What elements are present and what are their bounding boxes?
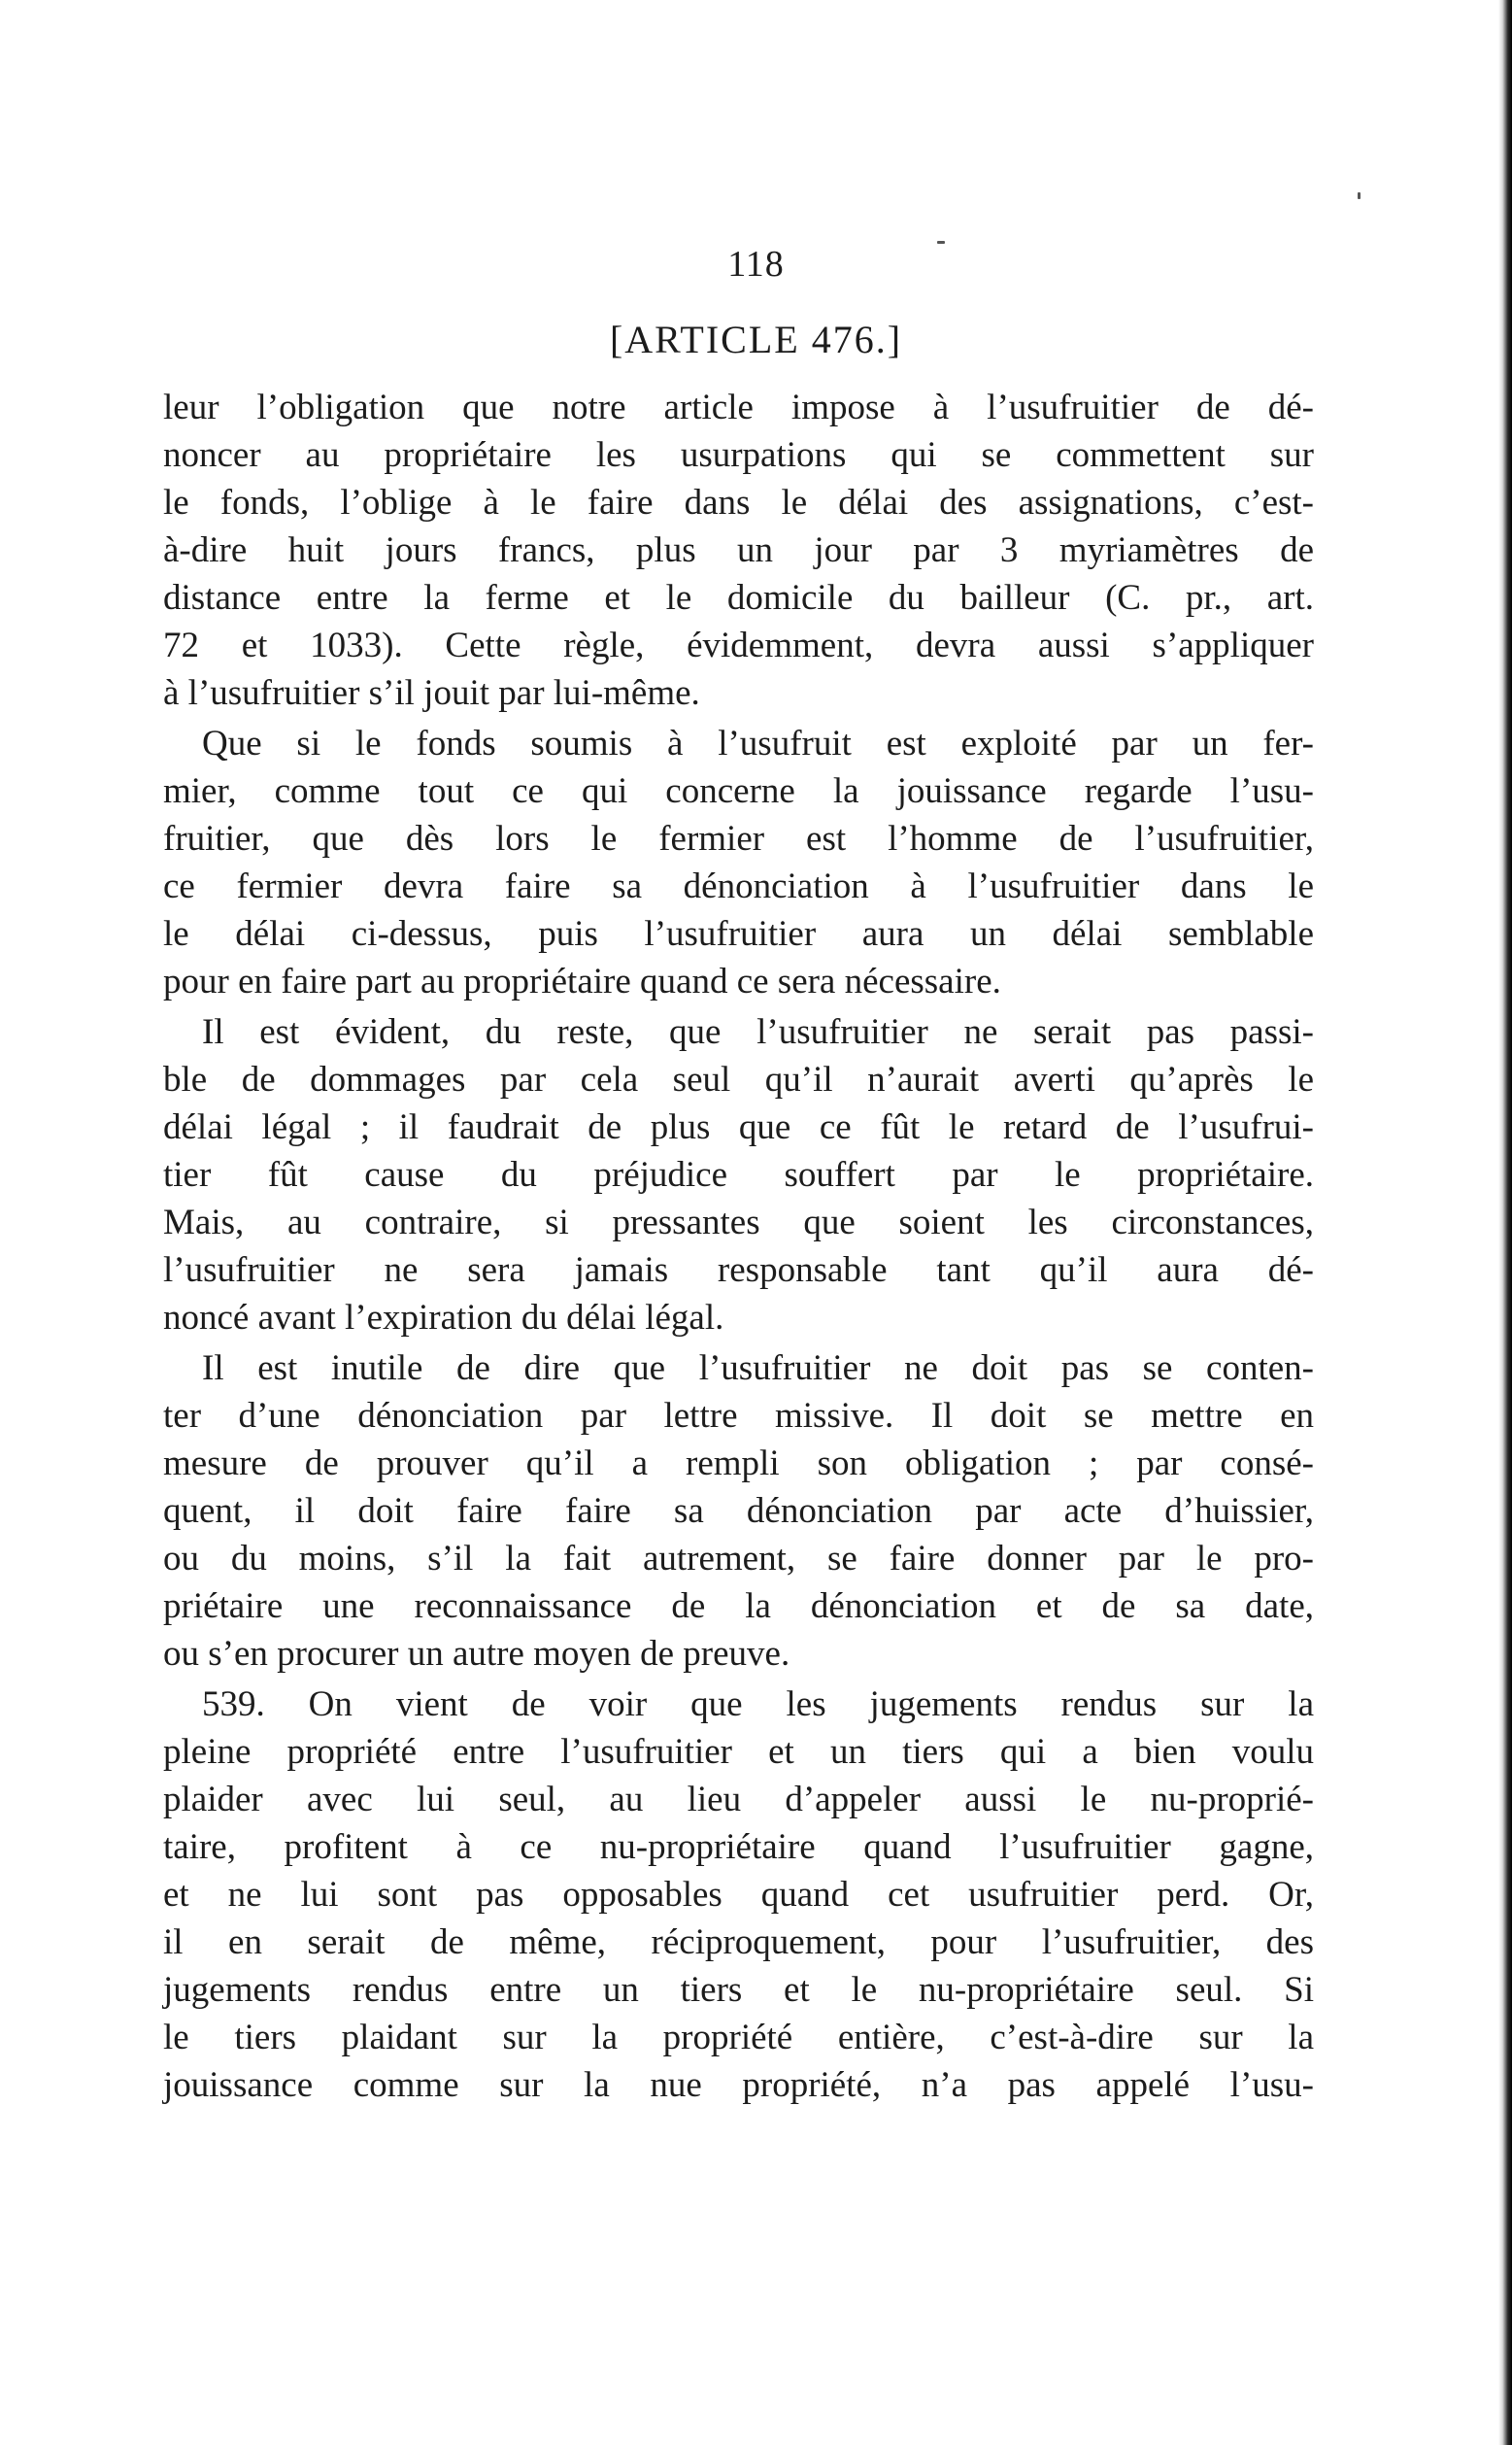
text-line: fruitier, que dès lors le fermier est l’homme de l’usufruitier, bbox=[163, 819, 1314, 859]
text-line: à l’usufruitier s’il jouit par lui-même. bbox=[163, 673, 700, 713]
text-line: quent, il doit faire faire sa dénonciation par acte d’huissier, bbox=[163, 1491, 1314, 1531]
text-line: ble de dommages par cela seul qu’il n’aurait averti qu’après le bbox=[163, 1060, 1314, 1100]
text-line: le délai ci-dessus, puis l’usufruitier aura un délai semblable bbox=[163, 914, 1314, 954]
paragraph-1 bbox=[163, 384, 1314, 717]
text-line: le fonds, l’oblige à le faire dans le délai des assignations, c’est- bbox=[163, 483, 1314, 523]
text-line: il en serait de même, réciproquement, pour l’usufruitier, des bbox=[163, 1922, 1314, 1962]
paragraph-3 bbox=[163, 1008, 1314, 1341]
text-line: tier fût cause du préjudice souffert par le propriétaire. bbox=[163, 1155, 1314, 1195]
text-line: 72 et 1033). Cette règle, évidemment, devra aussi s’appliquer bbox=[163, 626, 1314, 665]
text-line: et ne lui sont pas opposables quand cet usufruitier perd. Or, bbox=[163, 1875, 1314, 1915]
paragraph-4 bbox=[163, 1344, 1314, 1678]
text-line: ou s’en procurer un autre moyen de preuve. bbox=[163, 1634, 790, 1674]
text-line: à-dire huit jours francs, plus un jour par 3 myriamètres de bbox=[163, 530, 1314, 570]
text-line: pour en faire part au propriétaire quand ce sera nécessaire. bbox=[163, 962, 1001, 1002]
text-line: pleine propriété entre l’usufruitier et un tiers qui a bien voulu bbox=[163, 1732, 1314, 1772]
text-line: noncer au propriétaire les usurpations qui se commettent sur bbox=[163, 435, 1314, 475]
text-line: jugements rendus entre un tiers et le nu-propriétaire seul. Si bbox=[163, 1970, 1314, 2010]
text-line: taire, profitent à ce nu-propriétaire quand l’usufruitier gagne, bbox=[163, 1827, 1314, 1867]
text-line: mier, comme tout ce qui concerne la jouissance regarde l’usu- bbox=[163, 771, 1314, 811]
text-line: Il est évident, du reste, que l’usufruitier ne serait pas passi- bbox=[202, 1012, 1314, 1052]
paragraph-2 bbox=[163, 720, 1314, 1005]
text-line: ou du moins, s’il la fait autrement, se faire donner par le pro- bbox=[163, 1539, 1314, 1579]
page-number: 118 bbox=[727, 244, 785, 285]
text-line: plaider avec lui seul, au lieu d’appeler aussi le nu-proprié- bbox=[163, 1780, 1314, 1819]
paragraph-5 bbox=[163, 1681, 1314, 2109]
text-line: Mais, au contraire, si pressantes que soient les circonstances, bbox=[163, 1203, 1314, 1242]
text-line: Il est inutile de dire que l’usufruitier ne doit pas se conten- bbox=[202, 1348, 1314, 1388]
text-line: ce fermier devra faire sa dénonciation à l’usufruitier dans le bbox=[163, 866, 1314, 906]
text-line: mesure de prouver qu’il a rempli son obligation ; par consé- bbox=[163, 1443, 1314, 1483]
text-line: délai légal ; il faudrait de plus que ce fût le retard de l’usufrui- bbox=[163, 1107, 1314, 1147]
text-line: leur l’obligation que notre article impose à l’usufruitier de dé- bbox=[163, 388, 1314, 427]
text-line: ter d’une dénonciation par lettre missive. Il doit se mettre en bbox=[163, 1396, 1314, 1436]
text-line: priétaire une reconnaissance de la dénonciation et de sa date, bbox=[163, 1586, 1314, 1626]
binding-edge bbox=[1498, 0, 1512, 2445]
text-line: 539. On vient de voir que les jugements rendus sur la bbox=[202, 1684, 1314, 1724]
text-line: Que si le fonds soumis à l’usufruit est exploité par un fer- bbox=[202, 724, 1314, 764]
text-line: noncé avant l’expiration du délai légal. bbox=[163, 1298, 724, 1338]
scan-speck bbox=[1358, 192, 1361, 199]
running-head: [ARTICLE 476.] bbox=[609, 318, 903, 361]
body-text bbox=[163, 384, 1314, 2112]
text-line: le tiers plaidant sur la propriété entière, c’est-à-dire sur la bbox=[163, 2018, 1314, 2057]
text-line: jouissance comme sur la nue propriété, n’a pas appelé l’usu- bbox=[163, 2065, 1314, 2105]
scan-speck bbox=[937, 241, 945, 244]
text-line: l’usufruitier ne sera jamais responsable tant qu’il aura dé- bbox=[163, 1250, 1314, 1290]
text-line: distance entre la ferme et le domicile du bailleur (C. pr., art. bbox=[163, 578, 1314, 618]
